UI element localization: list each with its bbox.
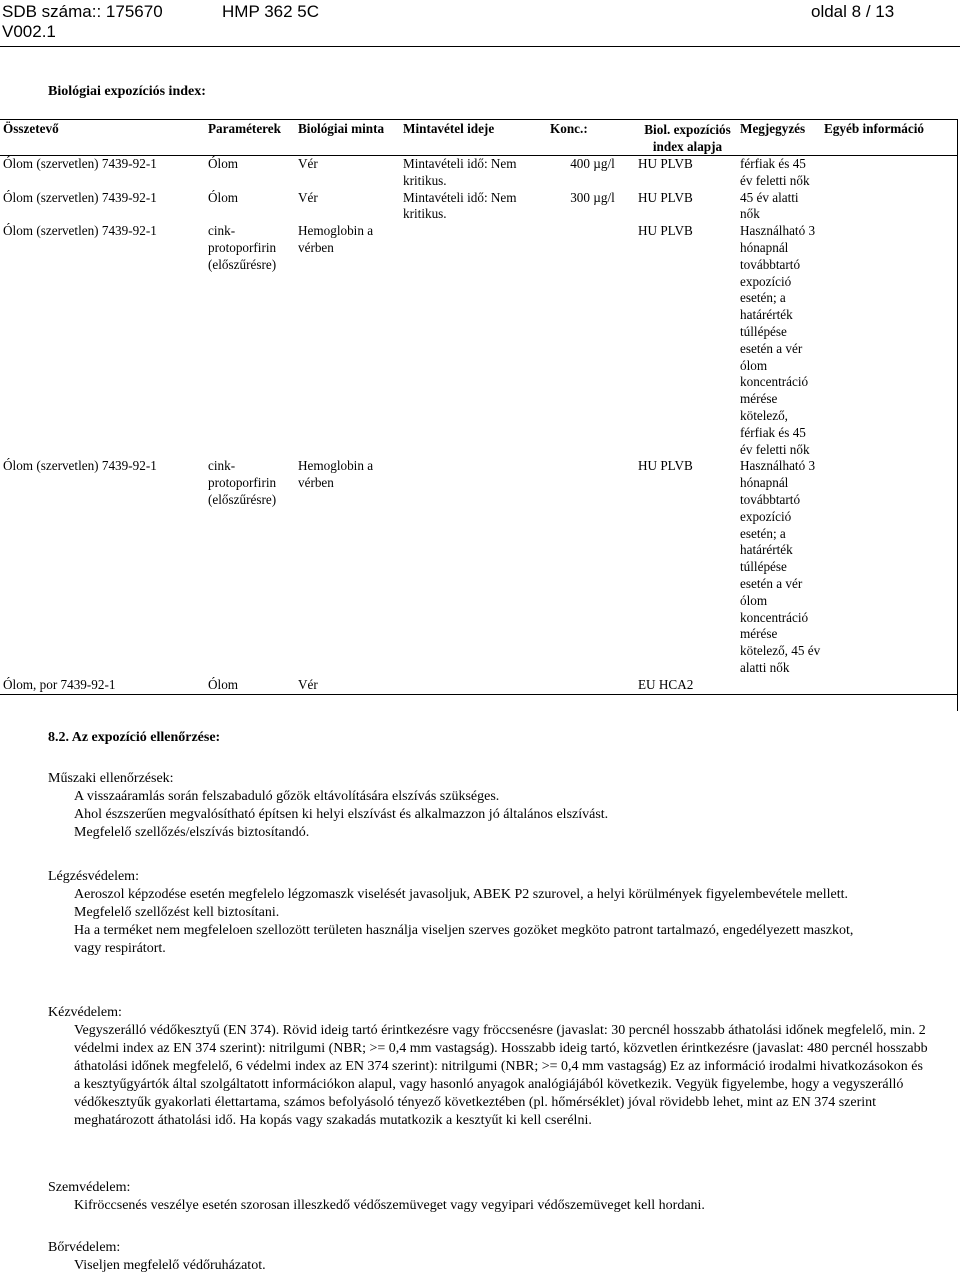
cell-param: Ólom bbox=[208, 189, 239, 205]
block-line: A visszaáramlás során felszabaduló gőzök eltávolítására elszívás szükséges. bbox=[74, 789, 500, 804]
cell-other bbox=[821, 223, 958, 458]
cell-time bbox=[400, 223, 547, 458]
table-row bbox=[0, 458, 958, 676]
cell-sample: Vér bbox=[295, 677, 400, 694]
cell-component: Ólom (szervetlen) 7439-92-1 bbox=[3, 458, 157, 474]
block-hand-protection bbox=[48, 1004, 928, 1130]
block-label: Bőrvédelem: bbox=[48, 1240, 121, 1255]
block-label: Kézvédelem: bbox=[48, 1005, 122, 1020]
cell-time: Mintavételi idő: Nem kritikus. bbox=[403, 189, 517, 222]
cell-basis: HU PLVB bbox=[638, 223, 693, 239]
cell-note: férfiak és 45 év feletti nők bbox=[740, 156, 810, 188]
cell-note bbox=[737, 677, 821, 694]
cell-konc bbox=[547, 223, 635, 458]
cell-basis: HU PLVB bbox=[638, 189, 693, 205]
col-header-basis: Biol. expozíciós index alapja bbox=[635, 120, 737, 156]
cell-konc: 400 µg/l bbox=[570, 156, 615, 171]
cell-konc bbox=[547, 458, 635, 676]
col-header-konc: Konc.: bbox=[547, 120, 635, 156]
block-line: Megfelelő szellőzést kell biztosítani. bbox=[74, 905, 280, 920]
cell-konc bbox=[547, 677, 635, 694]
block-line: Vegyszerálló védőkesztyű (EN 374). Rövid ideig tartó érintkezésre vagy fröccsenésre (javaslat: 30 percnél hosszabb áthatolási időnek megfelelő, min. 2 védelmi index az EN 374 szerint): nitrilgumi (NBR; >= 0,4 mm vastagság). Hosszabb ideig tartó, közvetlen érintkezésre (javaslat: 480 percnél hosszabb áthatolási időnek megfelelő, 6 védelmi index az EN 374 szerint): nitrilgumi (NBR; >= 0,4 mm vastagság) Ez az információ irodalmi hivatkozásokon és a kesztyűgyártók által szolgáltatott információkon alapul, vagy hasonló anyagok analógiájából következik. Vegyük figyelembe, hogy a vegyszerálló védőkesztyűk gyakorlati élettartama, számos befolyásoló tényező következtében (pl. hőmérséklet) jóval rövidebb lehet, mint az EN 374 szerint meghatározott áthatolási idő. Ha kopás vagy szakadás mutatkozik a kesztyűt ki kell cserélni. bbox=[74, 1023, 928, 1128]
cell-basis: HU PLVB bbox=[638, 156, 693, 171]
bio-index-title: Biológiai expozíciós index: bbox=[48, 84, 206, 99]
col-header-time: Mintavétel ideje bbox=[400, 120, 547, 156]
table-row bbox=[0, 677, 958, 694]
cell-time bbox=[400, 677, 547, 694]
cell-sample: Hemoglobin a vérben bbox=[298, 223, 374, 255]
block-line: Megfelelő szellőzés/elszívás biztosítandó. bbox=[74, 825, 310, 840]
cell-component: Ólom (szervetlen) 7439-92-1 bbox=[3, 223, 157, 239]
sdb-number: SDB száma:: 175670 bbox=[2, 2, 163, 21]
version: V002.1 bbox=[2, 22, 56, 41]
block-line: Kifröccsenés veszélye esetén szorosan illeszkedő védőszemüveget vagy vegyipari védőszemüveget kell hordani. bbox=[74, 1198, 705, 1213]
block-label: Műszaki ellenőrzések: bbox=[48, 771, 174, 786]
cell-param: Ólom bbox=[208, 156, 239, 171]
cell-sample: Vér bbox=[298, 189, 318, 205]
cell-component: Ólom, por 7439-92-1 bbox=[0, 677, 205, 694]
table-header-row bbox=[0, 120, 958, 156]
cell-konc: 300 µg/l bbox=[570, 189, 615, 205]
col-header-component: Összetevő bbox=[0, 120, 205, 156]
block-engineering-controls bbox=[48, 770, 948, 842]
cell-param: Ólom bbox=[205, 677, 295, 694]
table-row bbox=[0, 190, 958, 224]
cell-param: cink-protoporfirin (előszűrésre) bbox=[208, 223, 277, 272]
block-respiratory-protection bbox=[48, 868, 858, 958]
block-line: Viseljen megfelelő védőruházatot. bbox=[74, 1258, 266, 1273]
page-number: oldal 8 / 13 bbox=[811, 2, 895, 21]
cell-time bbox=[400, 458, 547, 676]
table-row bbox=[0, 223, 958, 458]
col-header-other: Egyéb információ bbox=[821, 120, 958, 156]
section-heading-8-2: 8.2. Az expozíció ellenőrzése: bbox=[48, 730, 221, 745]
col-header-parameters: Paraméterek bbox=[205, 120, 295, 156]
table-row bbox=[0, 156, 958, 190]
block-line: Ahol észszerűen megvalósítható építsen ki helyi elszívást és alkalmazzon jó általános elszívást. bbox=[74, 807, 609, 822]
cell-other bbox=[821, 190, 958, 224]
col-header-sample: Biológiai minta bbox=[295, 120, 400, 156]
header-divider bbox=[0, 46, 960, 47]
page-header bbox=[0, 0, 960, 48]
cell-note: 45 év alatti nők bbox=[740, 189, 799, 222]
cell-component: Ólom (szervetlen) 7439-92-1 bbox=[3, 156, 157, 171]
table-right-border bbox=[957, 119, 958, 711]
cell-note: Használható 3 hónapnál továbbtartó expozíció esetén; a határérték túllépése esetén a vér ólom koncentráció mérése kötelező, férfiak és 45 év feletti nők bbox=[740, 223, 816, 457]
cell-component: Ólom (szervetlen) 7439-92-1 bbox=[3, 189, 157, 205]
block-eye-protection bbox=[48, 1179, 938, 1215]
cell-basis: EU HCA2 bbox=[635, 677, 737, 694]
cell-note: Használható 3 hónapnál továbbtartó expozíció esetén; a határérték túllépése esetén a vér ólom koncentráció mérése kötelező, 45 év alatti nők bbox=[740, 458, 821, 675]
cell-other bbox=[821, 677, 958, 694]
col-header-note: Megjegyzés bbox=[737, 120, 821, 156]
block-skin-protection bbox=[48, 1239, 938, 1275]
block-line: Ha a terméket nem megfeleloen szellozött területen használja viseljen szerves gozöket megköto patront tartalmazó, engedélyezett maszkot, vagy respirátort. bbox=[74, 923, 854, 956]
bio-index-table bbox=[0, 119, 958, 695]
cell-sample: Hemoglobin a vérben bbox=[298, 458, 374, 491]
block-line: Aeroszol képzodése esetén megfelelo légzomaszk viselését javasoljuk, ABEK P2 szurovel, a helyi körülmények figyelembevétele mellett. bbox=[74, 887, 849, 902]
cell-time: Mintavételi idő: Nem kritikus. bbox=[403, 156, 517, 188]
product-name: HMP 362 5C bbox=[222, 2, 320, 21]
cell-basis: HU PLVB bbox=[638, 458, 693, 474]
block-label: Szemvédelem: bbox=[48, 1180, 131, 1195]
cell-other bbox=[821, 458, 958, 676]
cell-sample: Vér bbox=[298, 156, 318, 171]
cell-param: cink-protoporfirin (előszűrésre) bbox=[208, 458, 277, 507]
block-label: Légzésvédelem: bbox=[48, 869, 139, 884]
cell-other bbox=[821, 156, 958, 190]
